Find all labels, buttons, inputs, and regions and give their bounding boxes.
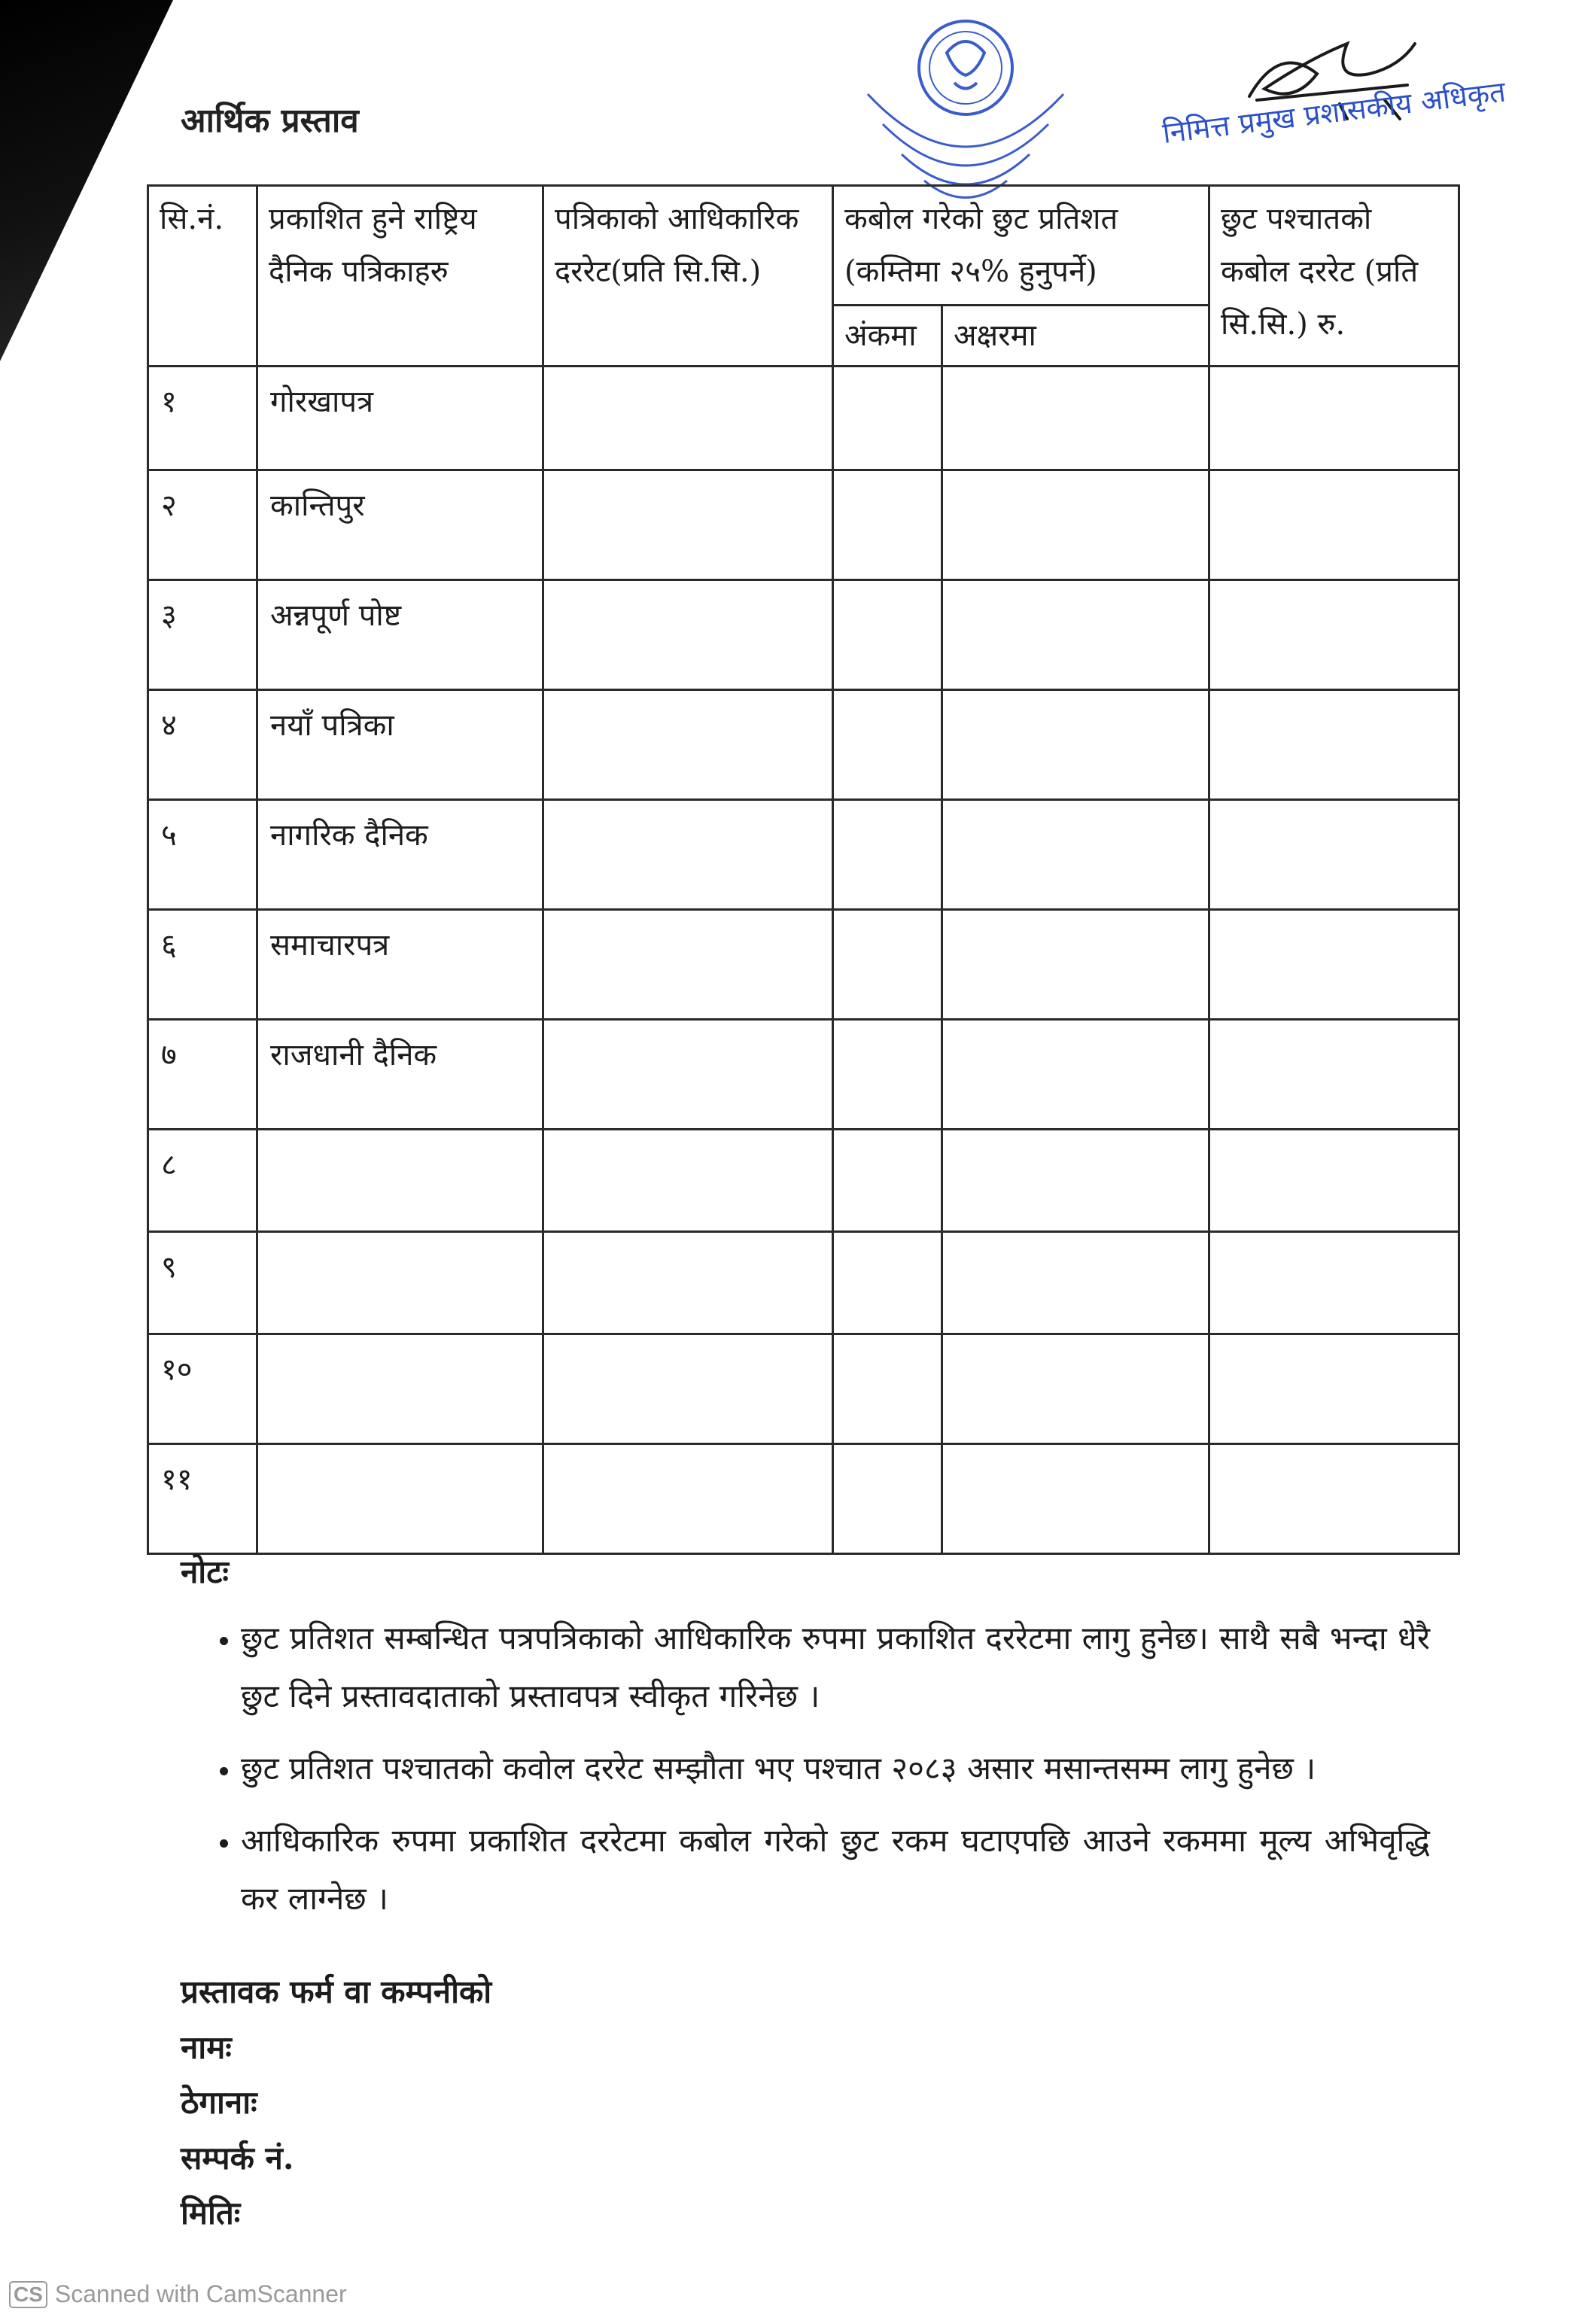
table-row xyxy=(148,1232,1459,1334)
discount-words-cell xyxy=(942,367,1209,470)
table-row xyxy=(148,690,1459,800)
official-rate-cell xyxy=(543,1020,833,1130)
name-label: नामः xyxy=(181,2028,232,2066)
official-rate-cell xyxy=(543,1232,833,1334)
table-row xyxy=(148,367,1459,470)
table-row xyxy=(148,580,1459,690)
serial-cell: ११ xyxy=(148,1444,257,1554)
discount-figures-cell xyxy=(833,580,942,690)
discount-figures-cell xyxy=(833,1020,942,1130)
discount-words-cell xyxy=(942,800,1209,910)
discount-words-cell xyxy=(942,470,1209,580)
table-row xyxy=(148,1334,1459,1444)
official-rate-cell xyxy=(543,1130,833,1232)
header-in-words: अक्षरमा xyxy=(942,306,1209,367)
discount-figures-cell xyxy=(833,1130,942,1232)
newspaper-cell xyxy=(257,1232,543,1334)
discount-words-cell xyxy=(942,1020,1209,1130)
newspaper-cell xyxy=(257,1130,543,1232)
discount-words-cell xyxy=(942,910,1209,1020)
address-label: ठेगानाः xyxy=(181,2084,257,2121)
newspaper-cell: कान्तिपुर xyxy=(257,470,543,580)
newspaper-cell: राजधानी दैनिक xyxy=(257,1020,543,1130)
applicant-details xyxy=(181,1964,491,2241)
header-official-rate: पत्रिकाको आधिकारिक दररेट(प्रति सि.सि.) xyxy=(543,186,833,367)
financial-proposal-table xyxy=(147,184,1460,1555)
newspaper-cell: नयाँ पत्रिका xyxy=(257,690,543,800)
note-item: • आधिकारिक रुपमा प्रकाशित दररेटमा कबोल गरेको छुट रकम घटाएपछि आउने रकममा मूल्य अभिवृद्धि कर लाग्नेछ । xyxy=(241,1811,1430,1928)
header-discount-percent: कबोल गरेको छुट प्रतिशत (कम्तिमा २५% हुनुपर्ने) xyxy=(833,186,1209,306)
scanner-watermark xyxy=(9,2280,347,2308)
newspaper-cell: नागरिक दैनिक xyxy=(257,800,543,910)
discount-words-cell xyxy=(942,1130,1209,1232)
table-row xyxy=(148,470,1459,580)
official-rate-cell xyxy=(543,800,833,910)
designation-stamp: निमित्त प्रमुख प्रशासकीय अधिकृत xyxy=(1161,75,1507,151)
newspaper-cell: गोरखापत्र xyxy=(257,367,543,470)
final-rate-cell xyxy=(1209,367,1459,470)
note-item: • छुट प्रतिशत सम्बन्धित पत्रपत्रिकाको आधिकारिक रुपमा प्रकाशित दररेटमा लागु हुनेछ। साथै सबै भन्दा धेरै छुट दिने प्रस्तावदाताको प्रस्तावपत्र स्वीकृत गरिनेछ । xyxy=(241,1609,1430,1726)
newspaper-cell: समाचारपत्र xyxy=(257,910,543,1020)
discount-words-cell xyxy=(942,690,1209,800)
serial-cell: ५ xyxy=(148,800,257,910)
header-newspaper: प्रकाशित हुने राष्ट्रिय दैनिक पत्रिकाहरु xyxy=(257,186,543,367)
discount-words-cell xyxy=(942,580,1209,690)
table-row xyxy=(148,1444,1459,1554)
official-rate-cell xyxy=(543,1444,833,1554)
page-title: आर्थिक प्रस्ताव xyxy=(181,102,359,140)
final-rate-cell xyxy=(1209,690,1459,800)
final-rate-cell xyxy=(1209,580,1459,690)
serial-cell: ८ xyxy=(148,1130,257,1232)
discount-figures-cell xyxy=(833,800,942,910)
serial-cell: ४ xyxy=(148,690,257,800)
camscanner-icon: CS xyxy=(9,2281,47,2308)
table-row xyxy=(148,1020,1459,1130)
final-rate-cell xyxy=(1209,1020,1459,1130)
final-rate-cell xyxy=(1209,1334,1459,1444)
serial-cell: १० xyxy=(148,1334,257,1444)
final-rate-cell xyxy=(1209,1444,1459,1554)
official-rate-cell xyxy=(543,690,833,800)
official-rate-cell xyxy=(543,470,833,580)
discount-figures-cell xyxy=(833,690,942,800)
discount-figures-cell xyxy=(833,367,942,470)
serial-cell: ९ xyxy=(148,1232,257,1334)
final-rate-cell xyxy=(1209,470,1459,580)
official-rate-cell xyxy=(543,910,833,1020)
serial-cell: ७ xyxy=(148,1020,257,1130)
contact-label: सम्पर्क नं. xyxy=(181,2139,294,2176)
serial-cell: ३ xyxy=(148,580,257,690)
discount-figures-cell xyxy=(833,470,942,580)
final-rate-cell xyxy=(1209,1130,1459,1232)
table-row xyxy=(148,1130,1459,1232)
discount-words-cell xyxy=(942,1232,1209,1334)
newspaper-cell: अन्नपूर्ण पोष्ट xyxy=(257,580,543,690)
applicant-heading: प्रस्तावक फर्म वा कम्पनीको xyxy=(181,1973,492,2010)
notes-list xyxy=(181,1609,1430,1928)
serial-cell: १ xyxy=(148,367,257,470)
table-row xyxy=(148,910,1459,1020)
discount-words-cell xyxy=(942,1444,1209,1554)
header-in-figures: अंकमा xyxy=(833,306,942,367)
table-row xyxy=(148,800,1459,910)
serial-cell: ६ xyxy=(148,910,257,1020)
header-serial: सि.नं. xyxy=(148,186,257,367)
header-rate-after-discount: छुट पश्चातको कबोल दररेट (प्रति सि.सि.) रु. xyxy=(1209,186,1459,367)
discount-figures-cell xyxy=(833,1334,942,1444)
newspaper-cell xyxy=(257,1444,543,1554)
serial-cell: २ xyxy=(148,470,257,580)
scanner-text: Scanned with CamScanner xyxy=(54,2280,347,2307)
final-rate-cell xyxy=(1209,1232,1459,1334)
official-rate-cell xyxy=(543,580,833,690)
date-label: मितिः xyxy=(181,2195,241,2231)
notes-section xyxy=(181,1543,1430,1942)
final-rate-cell xyxy=(1209,910,1459,1020)
discount-figures-cell xyxy=(833,1444,942,1554)
official-rate-cell xyxy=(543,367,833,470)
final-rate-cell xyxy=(1209,800,1459,910)
discount-figures-cell xyxy=(833,1232,942,1334)
note-item: • छुट प्रतिशत पश्चातको कवोल दररेट सम्झौता भए पश्चात २०८३ असार मसान्तसम्म लागु हुनेछ । xyxy=(241,1739,1430,1798)
discount-words-cell xyxy=(942,1334,1209,1444)
official-rate-cell xyxy=(543,1334,833,1444)
notes-title: नोटः xyxy=(181,1553,229,1590)
discount-figures-cell xyxy=(833,910,942,1020)
newspaper-cell xyxy=(257,1334,543,1444)
